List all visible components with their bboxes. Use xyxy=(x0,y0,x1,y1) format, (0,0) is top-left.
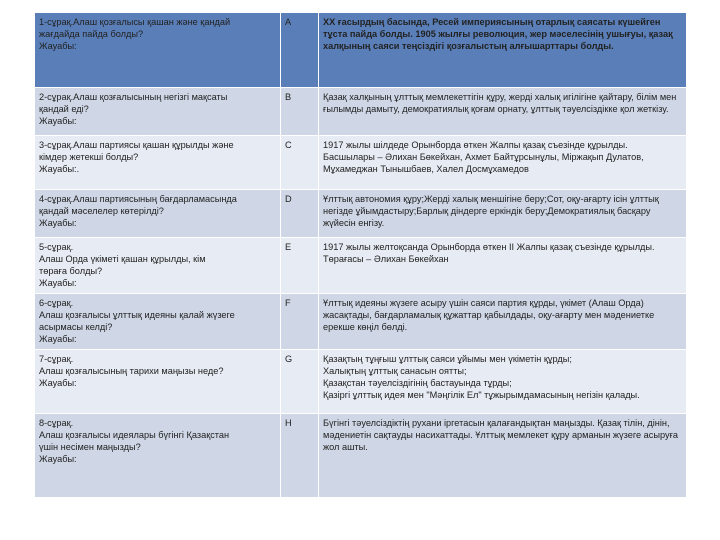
table-row xyxy=(35,414,687,498)
question-cell: 4-сұрақ.Алаш партиясының бағдарламасында қандай мәселелер көтерілді? Жауабы: xyxy=(35,190,281,238)
answer-letter: F xyxy=(281,294,319,350)
table-row xyxy=(35,88,687,136)
answer-letter: B xyxy=(281,88,319,136)
table-row xyxy=(35,350,687,414)
answer-letter: G xyxy=(281,350,319,414)
quiz-table xyxy=(34,12,687,498)
answer-cell: Ұлттық идеяны жүзеге асыру үшін саяси партия құрды, үкімет (Алаш Орда) жасақтады, бағдарламалық құжаттар қабылдады, оқу-ағарту мен мәдениетке ерекше көңіл бөлді. xyxy=(319,294,687,350)
answer-letter: H xyxy=(281,414,319,498)
answer-cell: Бүгінгі тәуелсіздіктің рухани іргетасын қалағандықтан маңызды. Қазақ тілін, дінін, мәдениетін сақтауды насихаттады. Ұлттық мемлекет құру арманын жүзеге асыруға жол ашты. xyxy=(319,414,687,498)
answer-letter: C xyxy=(281,136,319,190)
question-cell: 6-сұрақ. Алаш қозғалысы ұлттық идеяны қалай жүзеге асырмасы келді? Жауабы: xyxy=(35,294,281,350)
table-row xyxy=(35,136,687,190)
table-row xyxy=(35,294,687,350)
answer-cell: Қазақ халқының ұлттық мемлекеттігін құру, жерді халық игілігіне қайтару, білім мен ғылымды дамыту, демократиялық қоғам орнату, ұлттық тәуелсіздікке қол жеткізу. xyxy=(319,88,687,136)
answer-letter: A xyxy=(281,13,319,88)
answer-cell: ХХ ғасырдың басында, Ресей империясының отарлық саясаты күшейген тұста пайда болды. 1905 жылғы революция, жер мәселесінің ушығуы, қазақ халқының саяси теңсіздігі қозғалыстың алғышарттары болды. xyxy=(319,13,687,88)
answer-letter: D xyxy=(281,190,319,238)
question-cell: 8-сұрақ. Алаш қозғалысы идеялары бүгінгі Қазақстан үшін несімен маңызды? Жауабы: xyxy=(35,414,281,498)
question-cell: 5-сұрақ. Алаш Орда үкіметі қашан құрылды, кім төраға болды? Жауабы: xyxy=(35,238,281,294)
answer-cell: 1917 жылы желтоқсанда Орынборда өткен II Жалпы қазақ съезінде құрылды. Төрағасы – Әлихан Бөкейхан xyxy=(319,238,687,294)
table-row xyxy=(35,190,687,238)
answer-cell: Қазақтың тұңғыш ұлттық саяси ұйымы мен үкіметін құрды; Халықтың ұлттық санасын оятты; Қазақстан тәуелсіздігінің бастауында тұрды; Қазіргі ұлттық идея мен "Мәңгілік Ел" тұжырымдамасының негізін қалады. xyxy=(319,350,687,414)
question-cell: 2-сұрақ.Алаш қозғалысының негізгі мақсаты қандай еді? Жауабы: xyxy=(35,88,281,136)
answer-cell: 1917 жылы шілдеде Орынборда өткен Жалпы қазақ съезінде құрылды. Басшылары – Әлихан Бөкейхан, Ахмет Байтұрсынұлы, Міржақып Дулатов, Мұхамеджан Тынышбаев, Халел Досмұхамедов xyxy=(319,136,687,190)
question-cell: 3-сұрақ.Алаш партиясы қашан құрылды және кімдер жетекші болды? Жауабы:. xyxy=(35,136,281,190)
table-row xyxy=(35,238,687,294)
question-cell: 1-сұрақ.Алаш қозғалысы қашан және қандай жағдайда пайда болды? Жауабы: xyxy=(35,13,281,88)
table-row xyxy=(35,13,687,88)
answer-letter: E xyxy=(281,238,319,294)
answer-cell: Ұлттық автономия құру;Жерді халық меншігіне беру;Сот, оқу-ағарту ісін ұлттық негізде ұйымдастыру;Барлық діндерге еркіндік беру;Демократиялық басқару жүйесін енгізу. xyxy=(319,190,687,238)
question-cell: 7-сұрақ. Алаш қозғалысының тарихи маңызы неде? Жауабы: xyxy=(35,350,281,414)
